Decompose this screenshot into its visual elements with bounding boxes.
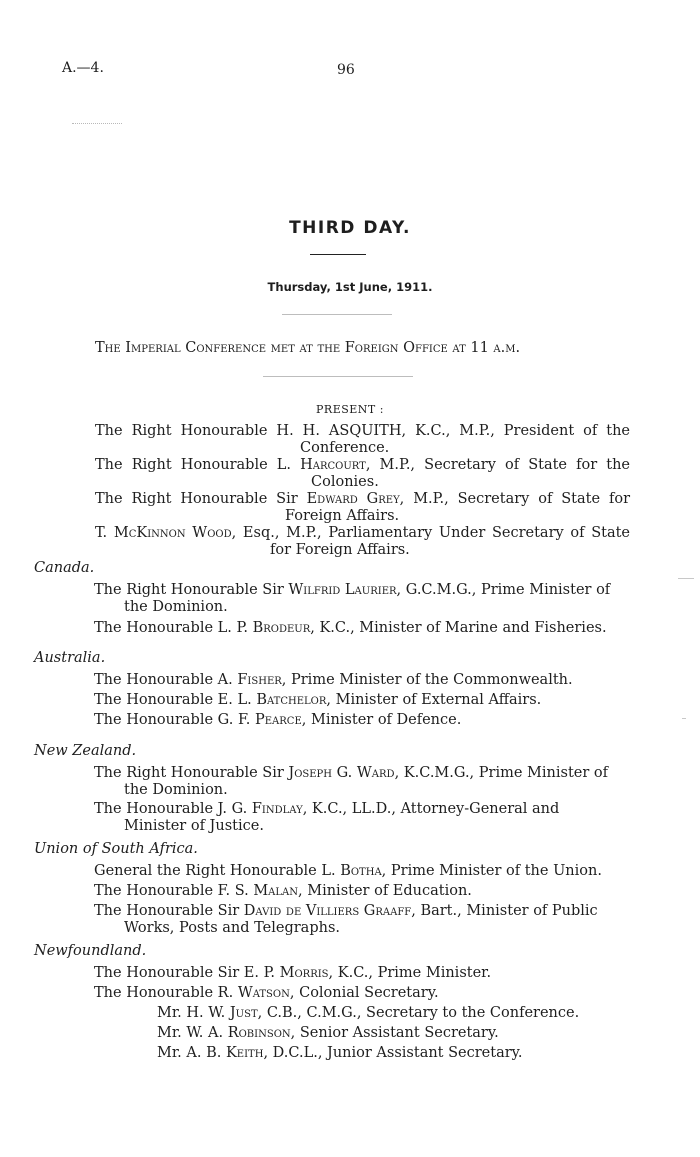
- member-entry: [95, 491, 630, 525]
- staff-entry: Mr. W. A. Robinson, Senior Assistant Secretary.: [157, 1025, 499, 1041]
- member-entry: The Honourable G. F. Pearce, Minister of Defence.: [94, 712, 462, 728]
- member-line-cont: Foreign Affairs.: [285, 508, 400, 524]
- member-line-cont: Conference.: [300, 440, 390, 456]
- member-entry: The Honourable R. Watson, Colonial Secretary.: [94, 985, 439, 1001]
- member-entry: The Honourable L. P. Brodeur, K.C., Minister of Marine and Fisheries.: [94, 620, 607, 636]
- member-line-cont: for Foreign Affairs.: [270, 542, 410, 558]
- member-line: The Right Honourable Sir Edward Grey, M.P., Secretary of State for: [95, 491, 630, 507]
- margin-mark: [678, 578, 694, 579]
- staff-entry: Mr. A. B. Keith, D.C.L., Junior Assistant Secretary.: [157, 1045, 523, 1061]
- divider-rule: [282, 314, 392, 315]
- decorative-dash: [72, 123, 122, 124]
- margin-mark: [682, 718, 686, 719]
- member-entry: [95, 457, 630, 491]
- member-entry: The Honourable A. Fisher, Prime Minister of the Commonwealth.: [94, 672, 573, 688]
- member-entry: The Right Honourable Sir Wilfrid Laurier, G.C.M.G., Prime Minister of the Dominion.: [94, 582, 611, 615]
- title-rule: [310, 254, 366, 255]
- section-heading-new-zealand: New Zealand.: [34, 743, 137, 759]
- member-line: T. McKinnon Wood, Esq., M.P., Parliamentary Under Secretary of State: [95, 525, 631, 541]
- member-entry: General the Right Honourable L. Botha, Prime Minister of the Union.: [94, 863, 602, 879]
- section-heading-australia: Australia.: [34, 650, 106, 666]
- member-line: The Right Honourable L. Harcourt, M.P., Secretary of State for the: [95, 457, 630, 473]
- present-label: PRESENT :: [316, 403, 384, 416]
- intro-text: The Imperial Conference met at the Foreign Office at 11 a.m.: [95, 340, 521, 356]
- member-entry: [95, 423, 630, 457]
- member-line-cont: Colonies.: [311, 474, 379, 490]
- member-entry: [95, 525, 630, 559]
- staff-entry: Mr. H. W. Just, C.B., C.M.G., Secretary to the Conference.: [157, 1005, 580, 1021]
- report-code: A.—4.: [62, 60, 104, 76]
- section-heading-newfoundland: Newfoundland.: [34, 943, 147, 959]
- meeting-date: Thursday, 1st June, 1911.: [267, 280, 433, 294]
- member-entry: The Honourable E. L. Batchelor, Minister of External Affairs.: [94, 692, 542, 708]
- page-number: 96: [337, 62, 355, 78]
- member-entry: The Right Honourable Sir Joseph G. Ward, K.C.M.G., Prime Minister of the Dominion.: [94, 765, 608, 798]
- member-line: The Right Honourable H. H. ASQUITH, K.C., M.P., President of the: [95, 423, 630, 439]
- divider-rule: [263, 376, 413, 377]
- member-entry: The Honourable F. S. Malan, Minister of Education.: [94, 883, 472, 899]
- member-entry: The Honourable Sir E. P. Morris, K.C., Prime Minister.: [94, 965, 492, 981]
- member-entry: The Honourable J. G. Findlay, K.C., LL.D., Attorney-General and Minister of Justice.: [94, 801, 560, 834]
- page-title: THIRD DAY.: [289, 218, 411, 238]
- member-entry: The Honourable Sir David de Villiers Graaff, Bart., Minister of Public Works, Posts and Telegraphs.: [94, 903, 598, 936]
- section-heading-south-africa: Union of South Africa.: [34, 841, 198, 857]
- section-heading-canada: Canada.: [34, 560, 95, 576]
